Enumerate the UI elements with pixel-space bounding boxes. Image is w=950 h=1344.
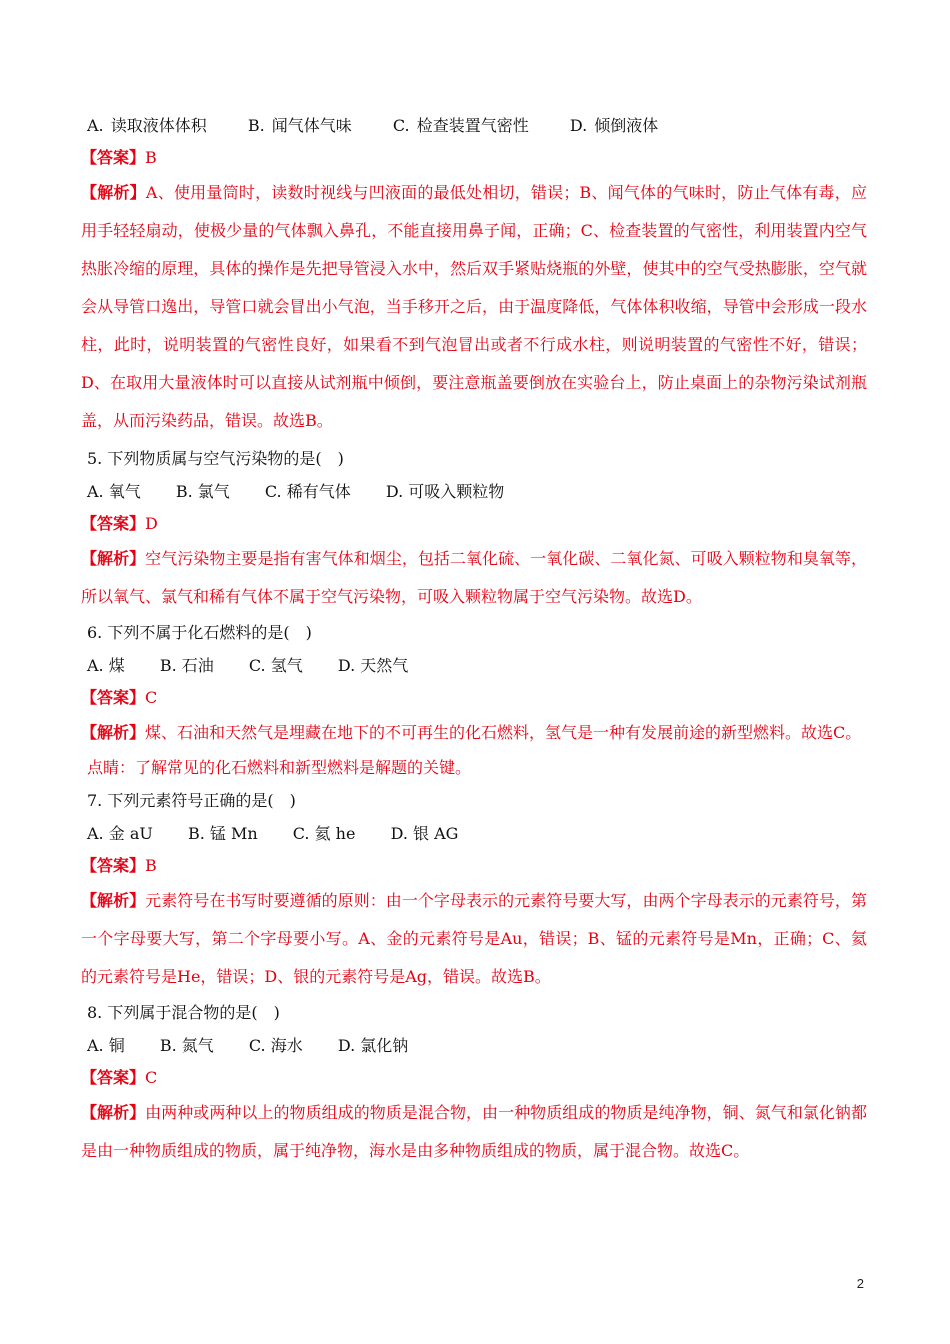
option-c: C. 稀有气体: [264, 482, 351, 501]
option-a: A. 氧气: [87, 482, 141, 501]
question-5-block: [81, 442, 867, 616]
question-7-stem: 7. 下列元素符号正确的是( ): [87, 791, 296, 810]
answer-tag: 【答案】: [81, 148, 146, 167]
question-5-options: [87, 476, 867, 508]
answer-tag: 【答案】: [81, 856, 146, 875]
answer-value: D: [145, 514, 158, 533]
option-a: A. 金 aU: [87, 824, 153, 843]
question-7-block: [81, 784, 867, 996]
option-b: B. 氮气: [159, 1036, 214, 1055]
option-c: C. 海水: [248, 1036, 303, 1055]
option-a: A. 读取液体体积: [87, 116, 207, 135]
option-b: B. 石油: [159, 656, 214, 675]
answer-line: [81, 142, 867, 174]
answer-value: B: [145, 856, 157, 875]
question-4-options: [87, 110, 867, 142]
analysis-text: A、使用量筒时，读数时视线与凹液面的最低处相切，错误；B、闻气体的气味时，防止气体有毒，应用手轻轻扇动，使极少量的气体飘入鼻孔，不能直接用鼻子闻，正确；C、检查装置的气密性，利用装置内空气热胀冷缩的原理，具体的操作是先把导管浸入水中，然后双手紧贴烧瓶的外壁，使其中的空气受热膨胀，空气就会从导管口逸出，导管口就会冒出小气泡，当手移开之后，由于温度降低，气体体积收缩，导管中会形成一段水柱，此时，说明装置的气密性良好，如果看不到气泡冒出或者不行成水柱，则说明装置的气密性不好，错误；D、在取用大量液体时可以直接从试剂瓶中倾倒，要注意瓶盖要倒放在实验台上，防止桌面上的杂物污染试剂瓶盖，从而污染药品，错误。故选B。: [81, 183, 867, 430]
analysis-paragraph: [81, 882, 867, 996]
analysis-text: 由两种或两种以上的物质组成的物质是混合物，由一种物质组成的物质是纯净物，铜、氮气和氯化钠都是由一种物质组成的物质，属于纯净物，海水是由多种物质组成的物质，属于混合物。故选C。: [81, 1103, 867, 1160]
analysis-paragraph: [81, 540, 867, 616]
analysis-paragraph: [81, 174, 867, 440]
analysis-paragraph: [81, 1094, 867, 1170]
option-a: A. 煤: [87, 656, 125, 675]
question-5-stem: 5. 下列物质属与空气污染物的是( ): [87, 449, 344, 468]
answer-value: B: [145, 148, 157, 167]
analysis-text: 空气污染物主要是指有害气体和烟尘，包括二氧化硫、一氧化碳、二氧化氮、可吸入颗粒物和臭氧等，所以氧气、氯气和稀有气体不属于空气污染物，可吸入颗粒物属于空气污染物。故选D。: [81, 549, 867, 606]
analysis-tag: 【解析】: [81, 891, 146, 910]
question-6-block: [81, 616, 867, 784]
answer-tag: 【答案】: [81, 1068, 146, 1087]
option-b: B. 锰 Mn: [187, 824, 258, 843]
question-6-options: [87, 650, 867, 682]
option-a: A. 铜: [87, 1036, 125, 1055]
option-d: D. 天然气: [337, 656, 409, 675]
analysis-tag: 【解析】: [81, 1103, 146, 1122]
analysis-paragraph: [81, 714, 867, 752]
question-4-block: [81, 110, 867, 440]
answer-line: [81, 682, 867, 714]
answer-value: C: [145, 688, 158, 707]
answer-line: [81, 850, 867, 882]
analysis-tag: 【解析】: [81, 723, 146, 742]
option-b: B. 闻气体气味: [247, 116, 352, 135]
option-d: D. 氯化钠: [337, 1036, 409, 1055]
analysis-tag: 【解析】: [81, 549, 146, 568]
option-c: C. 检查装置气密性: [392, 116, 529, 135]
analysis-text: 元素符号在书写时要遵循的原则：由一个字母表示的元素符号要大写，由两个字母表示的元素符号，第一个字母要大写，第二个字母要小写。A、金的元素符号是Au，错误；B、锰的元素符号是Mn，正确；C、氦的元素符号是He，错误；D、银的元素符号是Ag，错误。故选B。: [81, 891, 867, 986]
answer-value: C: [145, 1068, 158, 1087]
question-6-stem: 6. 下列不属于化石燃料的是( ): [87, 623, 312, 642]
question-8-block: [81, 996, 867, 1170]
option-d: D. 可吸入颗粒物: [385, 482, 505, 501]
analysis-tag: 【解析】: [81, 183, 146, 202]
option-d: D. 倾倒液体: [569, 116, 659, 135]
question-8-stem: 8. 下列属于混合物的是( ): [87, 1003, 280, 1022]
option-d: D. 银 AG: [390, 824, 459, 843]
answer-tag: 【答案】: [81, 688, 146, 707]
tip-note: 点睛：了解常见的化石燃料和新型燃料是解题的关键。: [87, 758, 472, 777]
option-c: C. 氦 he: [292, 824, 356, 843]
question-8-options: [87, 1030, 867, 1062]
option-b: B. 氯气: [175, 482, 230, 501]
page-number: 2: [856, 1276, 864, 1291]
answer-line: [81, 508, 867, 540]
option-c: C. 氢气: [248, 656, 303, 675]
question-7-options: [87, 818, 867, 850]
answer-tag: 【答案】: [81, 514, 146, 533]
analysis-text: 煤、石油和天然气是埋藏在地下的不可再生的化石燃料，氢气是一种有发展前途的新型燃料。故选C。: [145, 723, 862, 742]
answer-line: [81, 1062, 867, 1094]
page-content: [81, 110, 867, 1170]
